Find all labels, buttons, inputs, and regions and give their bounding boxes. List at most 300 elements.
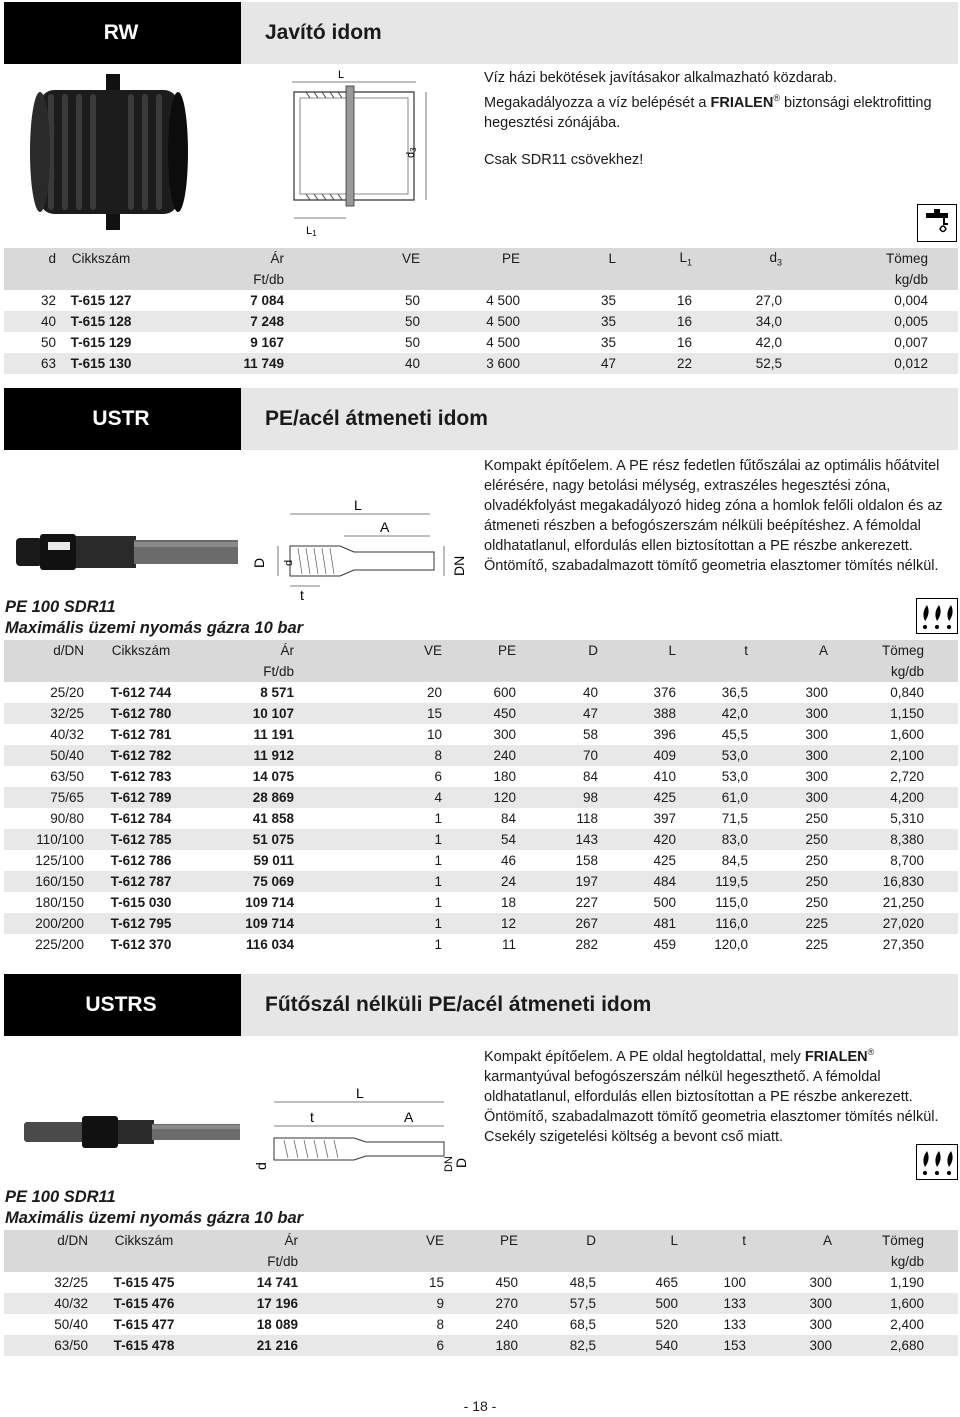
table-cell: 300 bbox=[493, 727, 516, 742]
table-cell: 25/20 bbox=[50, 685, 84, 700]
table-cell: 83,0 bbox=[696, 829, 772, 850]
table-row bbox=[4, 1293, 958, 1314]
table-cell: 118 bbox=[576, 811, 598, 826]
table-cell: 1 bbox=[434, 811, 442, 826]
table-cell: 300 bbox=[805, 727, 828, 742]
table-cell: 8,380 bbox=[850, 829, 958, 850]
ustrs-col-ve: VE bbox=[316, 1230, 454, 1251]
ustrs-table bbox=[4, 1230, 958, 1356]
ustrs-pressure: Maximális üzemi nyomás gázra 10 bar bbox=[5, 1209, 304, 1227]
table-row bbox=[4, 311, 958, 332]
table-cell: 300 bbox=[805, 769, 828, 784]
table-cell: 250 bbox=[805, 895, 828, 910]
table-cell: 53,0 bbox=[696, 745, 772, 766]
ustr-col-pe: PE bbox=[452, 640, 532, 661]
table-cell: 32 bbox=[40, 293, 56, 308]
table-cell: 28 869 bbox=[198, 787, 312, 808]
ustr-col-ar-unit: Ft/db bbox=[198, 661, 312, 682]
rw-drawing-label-L1: L1 bbox=[306, 225, 317, 238]
table-cell: T-615 129 bbox=[70, 335, 132, 350]
table-cell: 82,5 bbox=[534, 1335, 614, 1356]
table-cell: 300 bbox=[774, 1293, 850, 1314]
table-cell: 98 bbox=[532, 787, 614, 808]
table-cell: 0,007 bbox=[894, 335, 928, 350]
rw-sdr-note: Csak SDR11 csövekhez! bbox=[484, 152, 644, 168]
table-cell: 110/100 bbox=[4, 829, 84, 850]
table-cell: 8 bbox=[436, 1317, 444, 1332]
rw-col-l: L bbox=[526, 248, 626, 269]
table-cell: 4 500 bbox=[486, 335, 520, 350]
table-cell: 18 089 bbox=[256, 1317, 298, 1332]
rw-header-band bbox=[4, 2, 958, 64]
rw-drawing-label-d3: d3 bbox=[405, 147, 418, 158]
table-cell: 16 bbox=[626, 311, 706, 332]
table-cell: 17 196 bbox=[200, 1293, 316, 1314]
rw-product-photo bbox=[28, 72, 192, 232]
ustr-drawing-label-L: L bbox=[354, 497, 362, 513]
table-cell: 158 bbox=[575, 853, 598, 868]
ustr-col-t: t bbox=[696, 640, 772, 661]
table-cell: 6 bbox=[434, 769, 442, 784]
table-row bbox=[4, 353, 958, 374]
table-cell: 425 bbox=[614, 787, 696, 808]
table-cell: 7 084 bbox=[250, 293, 284, 308]
ustr-table bbox=[4, 640, 958, 955]
table-cell: 465 bbox=[655, 1275, 678, 1290]
table-cell: 300 bbox=[772, 745, 850, 766]
table-cell: 520 bbox=[655, 1317, 678, 1332]
table-cell: T-612 787 bbox=[84, 871, 198, 892]
table-cell: T-612 781 bbox=[110, 727, 172, 742]
table-cell: 7 248 bbox=[146, 311, 286, 332]
table-cell: 75/65 bbox=[4, 787, 84, 808]
ustrs-col-a: A bbox=[774, 1230, 850, 1251]
table-cell: 50/40 bbox=[54, 1317, 88, 1332]
table-cell: 8 bbox=[312, 745, 452, 766]
table-cell: T-612 782 bbox=[84, 745, 198, 766]
table-cell: 9 167 bbox=[250, 335, 284, 350]
water-tap-icon bbox=[917, 204, 957, 242]
table-row bbox=[4, 808, 958, 829]
rw-col-ar-unit: Ft/db bbox=[146, 269, 286, 290]
table-cell: 48,5 bbox=[569, 1275, 596, 1290]
table-cell: 227 bbox=[575, 895, 598, 910]
table-cell: 15 bbox=[428, 1275, 444, 1290]
table-cell: 376 bbox=[653, 685, 676, 700]
ustr-technical-drawing bbox=[244, 496, 474, 606]
table-cell: 63/50 bbox=[50, 769, 84, 784]
table-cell: 11 749 bbox=[146, 353, 286, 374]
table-row bbox=[4, 745, 958, 766]
table-cell: 16,830 bbox=[850, 871, 958, 892]
ustrs-drawing-label-t: t bbox=[310, 1109, 314, 1125]
table-cell: 10 107 bbox=[198, 703, 312, 724]
table-row bbox=[4, 892, 958, 913]
rw-brand: FRIALEN bbox=[710, 94, 774, 111]
table-cell: 14 741 bbox=[256, 1275, 298, 1290]
table-cell: 116 034 bbox=[245, 937, 294, 952]
ustrs-col-ar-unit: Ft/db bbox=[200, 1251, 316, 1272]
ustrs-description: Kompakt építőelem. A PE oldal hegtoldattal, mely FRIALEN® karmantyúval befogószerszám nélkül hegeszthető. A fémoldal oldhatatlanul, elfordulás ellen biztosítottan a PE részbe ankerezett. Öntömítő, szabadalmazott tömítő geometria elasztomer tömítés nélkül. Csekély szigetelési költség a bevont cső miatt. bbox=[484, 1047, 939, 1145]
table-cell: 47 bbox=[532, 703, 614, 724]
table-cell: 84,5 bbox=[721, 853, 748, 868]
table-cell: 50 bbox=[404, 293, 420, 308]
table-cell: 109 714 bbox=[198, 913, 312, 934]
rw-col-d3: $d_3$ bbox=[706, 248, 790, 269]
ustrs-technical-drawing bbox=[244, 1080, 474, 1176]
table-cell: T-612 795 bbox=[84, 913, 198, 934]
ustrs-drawing-label-d: d bbox=[253, 1162, 269, 1170]
table-cell: 500 bbox=[653, 895, 676, 910]
table-cell: T-615 477 bbox=[113, 1317, 175, 1332]
table-cell: T-615 130 bbox=[56, 353, 146, 374]
table-cell: 300 bbox=[805, 685, 828, 700]
table-row bbox=[4, 829, 958, 850]
ustr-drawing-label-t: t bbox=[300, 587, 304, 603]
ustr-material: PE 100 SDR11 bbox=[5, 598, 116, 616]
table-cell: 35 bbox=[526, 311, 626, 332]
table-cell: 51 075 bbox=[198, 829, 312, 850]
table-cell: 119,5 bbox=[696, 871, 772, 892]
table-row bbox=[4, 1314, 958, 1335]
gas-flame-icon bbox=[916, 598, 958, 634]
table-cell: 250 bbox=[772, 871, 850, 892]
table-cell: 8 571 bbox=[260, 685, 294, 700]
table-cell: 409 bbox=[614, 745, 696, 766]
ustrs-col-t: t bbox=[694, 1230, 774, 1251]
table-cell: 42,0 bbox=[696, 703, 772, 724]
table-cell: 1,150 bbox=[850, 703, 958, 724]
table-cell: 42,0 bbox=[755, 335, 782, 350]
table-cell: 481 bbox=[614, 913, 696, 934]
table-cell: 240 bbox=[495, 1317, 518, 1332]
table-cell: 11 912 bbox=[198, 745, 312, 766]
ustr-col-ar: Ár bbox=[198, 640, 312, 661]
ustr-drawing-label-d: d bbox=[283, 559, 295, 566]
ustrs-col-pe: PE bbox=[454, 1230, 534, 1251]
table-cell: 200/200 bbox=[4, 913, 84, 934]
rw-col-pe: PE bbox=[426, 248, 526, 269]
table-cell: 53,0 bbox=[721, 769, 748, 784]
table-cell: 84 bbox=[582, 769, 598, 784]
table-cell: 1 bbox=[434, 853, 442, 868]
table-cell: 300 bbox=[774, 1335, 850, 1356]
ustr-col-cikkszam: Cikkszám bbox=[84, 640, 198, 661]
table-cell: 250 bbox=[805, 811, 828, 826]
rw-col-cikkszam: Cikkszám bbox=[56, 248, 146, 269]
ustr-col-ddn: d/DN bbox=[4, 640, 84, 661]
table-cell: 4 500 bbox=[426, 311, 526, 332]
table-cell: T-615 478 bbox=[88, 1335, 200, 1356]
table-cell: 1 bbox=[434, 937, 442, 952]
table-cell: 45,5 bbox=[721, 727, 748, 742]
table-cell: 59 011 bbox=[253, 853, 294, 868]
table-row bbox=[4, 934, 958, 955]
rw-col-d: d bbox=[4, 248, 56, 269]
ustrs-brand: FRIALEN bbox=[804, 1048, 868, 1065]
table-cell: 36,5 bbox=[721, 685, 748, 700]
table-cell: 50 bbox=[286, 311, 426, 332]
ustrs-drawing-label-DN: DN bbox=[443, 1156, 455, 1172]
table-cell: 270 bbox=[454, 1293, 534, 1314]
table-cell: 1,600 bbox=[890, 727, 924, 742]
table-cell: T-612 783 bbox=[110, 769, 172, 784]
table-cell: 4,200 bbox=[850, 787, 958, 808]
ustrs-col-ddn: d/DN bbox=[4, 1230, 88, 1251]
table-row bbox=[4, 850, 958, 871]
table-cell: 225 bbox=[805, 937, 828, 952]
table-cell: 420 bbox=[614, 829, 696, 850]
table-cell: 70 bbox=[532, 745, 614, 766]
table-cell: 1 bbox=[434, 895, 442, 910]
table-cell: 388 bbox=[614, 703, 696, 724]
table-cell: 180/150 bbox=[35, 895, 84, 910]
table-cell: 450 bbox=[452, 703, 532, 724]
table-cell: 61,0 bbox=[696, 787, 772, 808]
table-cell: T-612 789 bbox=[84, 787, 198, 808]
table-cell: 300 bbox=[772, 703, 850, 724]
table-cell: 1,190 bbox=[890, 1275, 924, 1290]
table-cell: 180 bbox=[493, 769, 516, 784]
table-row bbox=[4, 1335, 958, 1356]
table-cell: 6 bbox=[316, 1335, 454, 1356]
ustr-col-tomeg-unit: kg/db bbox=[850, 661, 958, 682]
table-cell: 84 bbox=[500, 811, 516, 826]
rw-col-tomeg-unit: kg/db bbox=[790, 269, 958, 290]
rw-code: RW bbox=[103, 21, 139, 44]
table-cell: 2,720 bbox=[890, 769, 924, 784]
table-cell: 22 bbox=[626, 353, 706, 374]
table-cell: 4 bbox=[312, 787, 452, 808]
table-cell: 68,5 bbox=[569, 1317, 596, 1332]
table-cell: 300 bbox=[772, 787, 850, 808]
table-cell: 180 bbox=[454, 1335, 534, 1356]
table-cell: 300 bbox=[809, 1275, 832, 1290]
table-cell: 14 075 bbox=[252, 769, 294, 784]
table-cell: 600 bbox=[493, 685, 516, 700]
table-cell: 46 bbox=[500, 853, 516, 868]
ustrs-title: Fűtőszál nélküli PE/acél átmeneti idom bbox=[241, 974, 958, 1036]
table-cell: 143 bbox=[532, 829, 614, 850]
table-cell: 16 bbox=[676, 335, 692, 350]
table-cell: 225 bbox=[772, 913, 850, 934]
table-cell: 24 bbox=[452, 871, 532, 892]
table-cell: 1 bbox=[312, 913, 452, 934]
table-row bbox=[4, 787, 958, 808]
table-cell: 35 bbox=[600, 335, 616, 350]
ustr-col-a: A bbox=[772, 640, 850, 661]
table-cell: 58 bbox=[582, 727, 598, 742]
table-cell: T-615 128 bbox=[56, 311, 146, 332]
table-cell: 27,350 bbox=[882, 937, 924, 952]
table-cell: 0,004 bbox=[894, 293, 928, 308]
ustr-header-band bbox=[4, 388, 958, 450]
table-cell: 396 bbox=[653, 727, 676, 742]
ustrs-product-photo bbox=[22, 1112, 242, 1152]
table-cell: 40 bbox=[286, 353, 426, 374]
ustrs-col-tomeg-unit: kg/db bbox=[850, 1251, 958, 1272]
rw-col-ar: Ár bbox=[146, 248, 286, 269]
ustrs-col-d: D bbox=[534, 1230, 614, 1251]
ustrs-material: PE 100 SDR11 bbox=[5, 1188, 116, 1206]
rw-col-ve: VE bbox=[286, 248, 426, 269]
table-cell: 0,840 bbox=[890, 685, 924, 700]
table-cell: 40/32 bbox=[4, 1293, 88, 1314]
table-cell: T-612 785 bbox=[84, 829, 198, 850]
table-row bbox=[4, 913, 958, 934]
table-cell: T-615 127 bbox=[70, 293, 132, 308]
table-row bbox=[4, 290, 958, 311]
table-cell: T-612 784 bbox=[110, 811, 172, 826]
table-cell: 5,310 bbox=[890, 811, 924, 826]
table-cell: 116,0 bbox=[696, 913, 772, 934]
page-number: - 18 - bbox=[463, 1398, 497, 1414]
table-cell: 410 bbox=[653, 769, 676, 784]
ustrs-col-ar: Ár bbox=[200, 1230, 316, 1251]
table-cell: 27,020 bbox=[850, 913, 958, 934]
table-cell: 20 bbox=[426, 685, 442, 700]
table-cell: 282 bbox=[575, 937, 598, 952]
table-cell: 18 bbox=[500, 895, 516, 910]
table-cell: 27,0 bbox=[755, 293, 782, 308]
table-cell: 540 bbox=[614, 1335, 694, 1356]
table-cell: 240 bbox=[452, 745, 532, 766]
table-cell: T-615 030 bbox=[110, 895, 172, 910]
table-cell: 115,0 bbox=[715, 895, 748, 910]
table-cell: 4 500 bbox=[486, 293, 520, 308]
table-cell: 0,012 bbox=[790, 353, 958, 374]
table-cell: 52,5 bbox=[706, 353, 790, 374]
table-cell: 225/200 bbox=[35, 937, 84, 952]
table-cell: 75 069 bbox=[198, 871, 312, 892]
table-row bbox=[4, 724, 958, 745]
ustrs-header-band bbox=[4, 974, 958, 1036]
rw-col-l1: $L_1$ bbox=[626, 248, 706, 269]
table-cell: 425 bbox=[653, 853, 676, 868]
ustr-code: USTR bbox=[92, 407, 150, 430]
ustrs-code: USTRS bbox=[85, 993, 157, 1016]
table-cell: 40 bbox=[582, 685, 598, 700]
table-cell: 12 bbox=[452, 913, 532, 934]
table-cell: 250 bbox=[805, 853, 828, 868]
table-cell: T-615 476 bbox=[88, 1293, 200, 1314]
table-cell: T-612 370 bbox=[110, 937, 172, 952]
table-cell: 71,5 bbox=[721, 811, 748, 826]
table-cell: 3 600 bbox=[426, 353, 526, 374]
table-cell: 50 bbox=[404, 335, 420, 350]
table-row bbox=[4, 332, 958, 353]
table-cell: 63/50 bbox=[4, 1335, 88, 1356]
ustrs-col-l: L bbox=[614, 1230, 694, 1251]
ustrs-drawing-label-A: A bbox=[404, 1109, 414, 1125]
table-cell: 484 bbox=[614, 871, 696, 892]
ustr-drawing-label-A: A bbox=[380, 519, 390, 535]
rw-drawing-label-L: L bbox=[338, 69, 345, 81]
ustr-col-l: L bbox=[614, 640, 696, 661]
table-cell: 34,0 bbox=[706, 311, 790, 332]
table-cell: 50/40 bbox=[4, 745, 84, 766]
table-row bbox=[4, 766, 958, 787]
table-cell: T-615 475 bbox=[113, 1275, 175, 1290]
table-cell: 40 bbox=[4, 311, 56, 332]
table-cell: 120 bbox=[452, 787, 532, 808]
table-cell: 125/100 bbox=[35, 853, 84, 868]
table-cell: 11 191 bbox=[253, 727, 294, 742]
table-cell: 267 bbox=[532, 913, 614, 934]
ustrs-drawing-label-D: D bbox=[453, 1157, 469, 1168]
ustr-pressure: Maximális üzemi nyomás gázra 10 bar bbox=[5, 619, 304, 637]
table-row bbox=[4, 871, 958, 892]
table-cell: 90/80 bbox=[50, 811, 84, 826]
rw-description: Víz házi bekötések javításakor alkalmazható közdarab. Megakadályozza a víz belépését a FRIALEN® biztonsági elektrofitting hegesztési zónájába. bbox=[484, 70, 932, 131]
table-cell: 11 bbox=[501, 937, 516, 952]
table-cell: T-612 786 bbox=[110, 853, 172, 868]
table-cell: 450 bbox=[495, 1275, 518, 1290]
ustr-col-d: D bbox=[532, 640, 614, 661]
table-cell: 47 bbox=[526, 353, 626, 374]
rw-title: Javító idom bbox=[241, 2, 958, 64]
table-cell: 300 bbox=[809, 1317, 832, 1332]
rw-col-tomeg: Tömeg bbox=[790, 248, 958, 269]
ustr-drawing-label-DN: DN bbox=[451, 555, 467, 576]
ustr-drawing-label-D: D bbox=[251, 557, 267, 568]
rw-table bbox=[4, 248, 958, 374]
table-cell: 250 bbox=[772, 829, 850, 850]
table-cell: 16 bbox=[676, 293, 692, 308]
ustrs-col-cikkszam: Cikkszám bbox=[88, 1230, 200, 1251]
table-cell: 57,5 bbox=[534, 1293, 614, 1314]
table-cell: 63 bbox=[4, 353, 56, 374]
table-cell: 1,600 bbox=[850, 1293, 958, 1314]
rw-technical-drawing bbox=[286, 68, 436, 244]
ustr-product-photo bbox=[14, 528, 240, 576]
table-cell: 2,100 bbox=[850, 745, 958, 766]
table-cell: 133 bbox=[723, 1317, 746, 1332]
table-cell: 133 bbox=[694, 1293, 774, 1314]
table-cell: 459 bbox=[653, 937, 676, 952]
table-cell: 1 bbox=[312, 829, 452, 850]
table-cell: 0,005 bbox=[790, 311, 958, 332]
table-cell: 500 bbox=[614, 1293, 694, 1314]
ustr-description: Kompakt építőelem. A PE rész fedetlen fűtőszálai az optimális hőátvitel elérésére, nagy betolási mélység, extraszéles hegesztési zóna, olvadékfolyást megakadályozó hideg zóna a homlok felőli oldalon és az átmeneti részben a befogószerszám nélküli beépítéshez. A fémoldal oldhatatlanul, elfordulás ellen biztosítottan a PE részbe ankerezett. Öntömítő, szabadalmazott tömítő geometria elasztomer tömítés nélkül. bbox=[484, 458, 943, 574]
table-cell: 10 bbox=[426, 727, 442, 742]
ustr-title: PE/acél átmeneti idom bbox=[241, 388, 958, 450]
table-cell: 2,400 bbox=[890, 1317, 924, 1332]
table-cell: 32/25 bbox=[4, 703, 84, 724]
table-row bbox=[4, 703, 958, 724]
table-cell: 109 714 bbox=[245, 895, 294, 910]
table-cell: 197 bbox=[532, 871, 614, 892]
table-cell: 9 bbox=[316, 1293, 454, 1314]
table-cell: 153 bbox=[694, 1335, 774, 1356]
table-cell: 8,700 bbox=[890, 853, 924, 868]
table-cell: 32/25 bbox=[54, 1275, 88, 1290]
gas-flame-icon bbox=[916, 1144, 958, 1180]
table-row bbox=[4, 1272, 958, 1293]
table-cell: 21 216 bbox=[200, 1335, 316, 1356]
ustrs-drawing-label-L: L bbox=[356, 1085, 364, 1101]
table-cell: 35 bbox=[600, 293, 616, 308]
ustr-col-tomeg: Tömeg bbox=[850, 640, 958, 661]
ustrs-col-tomeg: Tömeg bbox=[850, 1230, 958, 1251]
table-cell: 120,0 bbox=[714, 937, 748, 952]
table-cell: 41 858 bbox=[252, 811, 294, 826]
table-cell: 15 bbox=[312, 703, 452, 724]
table-cell: 397 bbox=[653, 811, 676, 826]
table-cell: 100 bbox=[723, 1275, 746, 1290]
table-cell: T-612 780 bbox=[84, 703, 198, 724]
table-cell: 54 bbox=[452, 829, 532, 850]
